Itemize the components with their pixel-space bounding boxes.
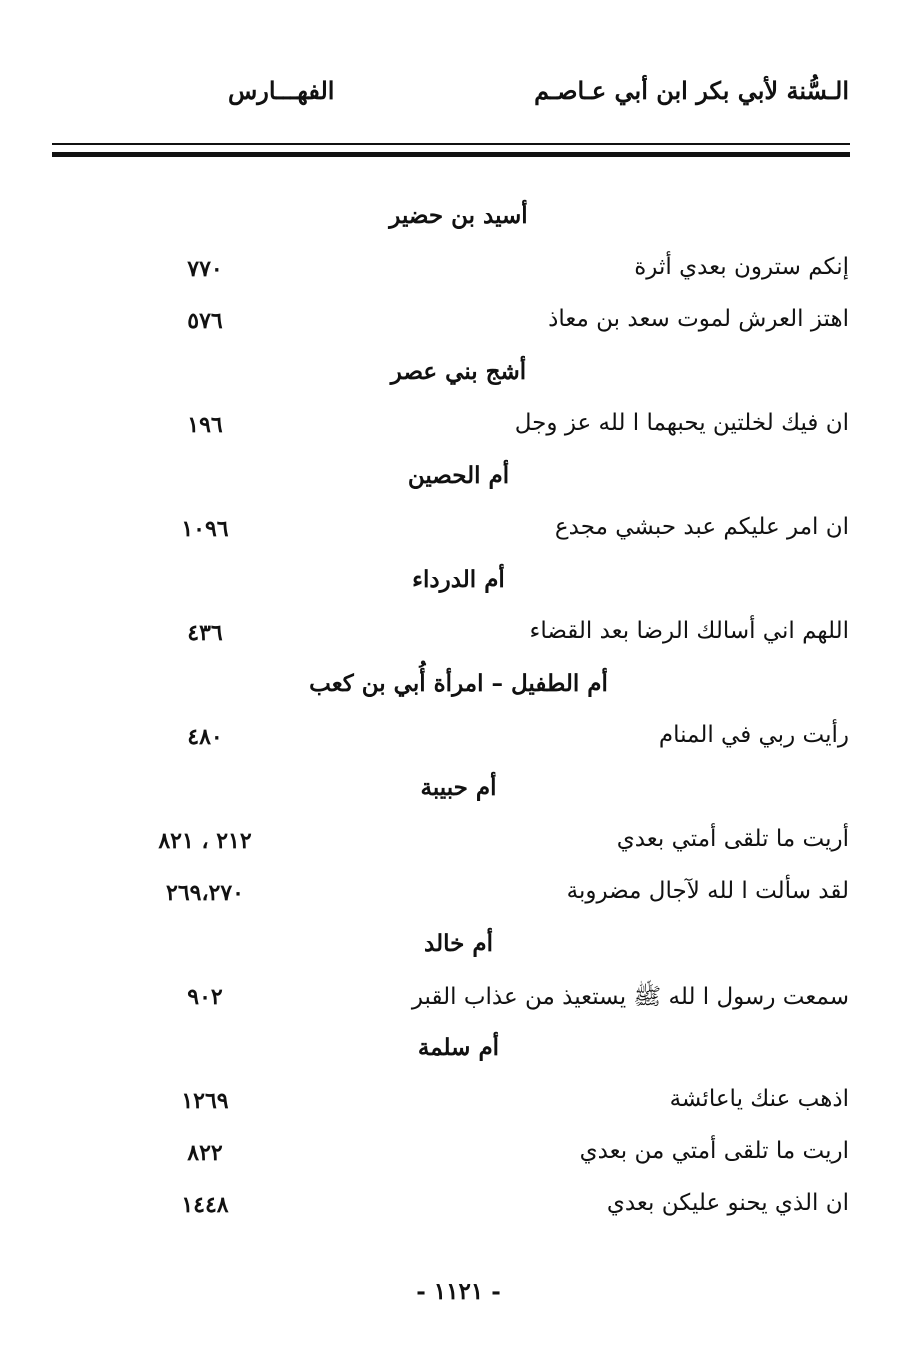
page-number: - ١١٢١ - bbox=[416, 1278, 501, 1305]
hadith-number: ٤٣٦ bbox=[187, 620, 223, 646]
hadith-text: إنكم سترون بعدي أثرة bbox=[634, 254, 849, 280]
hadith-text: اهتز العرش لموت سعد بن معاذ bbox=[548, 306, 849, 332]
hadith-number: ٢١٢ ، ٨٢١ bbox=[158, 828, 252, 854]
narrator-heading bbox=[0, 664, 917, 716]
hadith-entry bbox=[0, 300, 917, 352]
section-title: الفهـــارس bbox=[228, 76, 335, 105]
narrator-heading bbox=[0, 768, 917, 820]
hadith-entry bbox=[0, 404, 917, 456]
hadith-entry bbox=[0, 1080, 917, 1132]
narrator-name: أم الطفيل – امرأة أُبي بن كعب bbox=[309, 670, 608, 697]
hadith-entry bbox=[0, 1184, 917, 1236]
hadith-text: اذهب عنك ياعائشة bbox=[669, 1086, 849, 1112]
hadith-text: اريت ما تلقى أمتي من بعدي bbox=[579, 1138, 849, 1164]
hadith-number: ٩٠٢ bbox=[187, 984, 223, 1010]
hadith-entry bbox=[0, 976, 917, 1028]
narrator-name: أم خالد bbox=[424, 930, 493, 957]
hadith-entry bbox=[0, 248, 917, 300]
hadith-text: أريت ما تلقى أمتي بعدي bbox=[616, 826, 849, 852]
hadith-text: ان امر عليكم عبد حبشي مجدع bbox=[554, 514, 849, 540]
hadith-number: ١٩٦ bbox=[187, 412, 223, 438]
hadith-text: رأيت ربي في المنام bbox=[658, 722, 849, 748]
running-header bbox=[0, 76, 917, 120]
hadith-number: ٨٢٢ bbox=[187, 1140, 223, 1166]
hadith-text: ان الذي يحنو عليكن بعدي bbox=[606, 1190, 849, 1216]
narrator-heading bbox=[0, 1028, 917, 1080]
hadith-text: لقد سألت ا لله لآجال مضروبة bbox=[566, 878, 849, 904]
hadith-number: ٤٨٠ bbox=[187, 724, 223, 750]
hadith-entry bbox=[0, 508, 917, 560]
narrator-name: أسيد بن حضير bbox=[389, 202, 528, 229]
narrator-heading bbox=[0, 560, 917, 612]
narrator-heading bbox=[0, 924, 917, 976]
narrator-name: أم الحصين bbox=[407, 462, 510, 489]
narrator-heading bbox=[0, 352, 917, 404]
hadith-text: اللهم اني أسالك الرضا بعد القضاء bbox=[529, 618, 849, 644]
hadith-number: ٢٦٩،٢٧٠ bbox=[166, 880, 244, 906]
hadith-entry bbox=[0, 872, 917, 924]
narrator-name: أم حبيبة bbox=[420, 774, 497, 801]
hadith-entry bbox=[0, 716, 917, 768]
header-rule-thin bbox=[52, 143, 850, 145]
narrator-name: أشج بني عصر bbox=[390, 358, 527, 385]
hadith-text: سمعت رسول ا لله ﷺ يستعيذ من عذاب القبر bbox=[411, 984, 849, 1010]
hadith-number: ١٤٤٨ bbox=[181, 1192, 229, 1218]
narrator-heading bbox=[0, 196, 917, 248]
book-title: الـسُّنة لأبي بكر ابن أبي عـاصـم bbox=[534, 76, 849, 105]
index-entries bbox=[0, 196, 917, 1236]
hadith-number: ٧٧٠ bbox=[187, 256, 223, 282]
narrator-name: أم سلمة bbox=[417, 1034, 500, 1061]
hadith-entry bbox=[0, 820, 917, 872]
narrator-heading bbox=[0, 456, 917, 508]
hadith-number: ١٠٩٦ bbox=[181, 516, 229, 542]
hadith-entry bbox=[0, 1132, 917, 1184]
hadith-entry bbox=[0, 612, 917, 664]
hadith-number: ٥٧٦ bbox=[187, 308, 223, 334]
header-rule-thick bbox=[52, 152, 850, 157]
hadith-number: ١٢٦٩ bbox=[181, 1088, 229, 1114]
hadith-text: ان فيك لخلتين يحبهما ا لله عز وجل bbox=[514, 410, 849, 436]
narrator-name: أم الدرداء bbox=[412, 566, 505, 593]
